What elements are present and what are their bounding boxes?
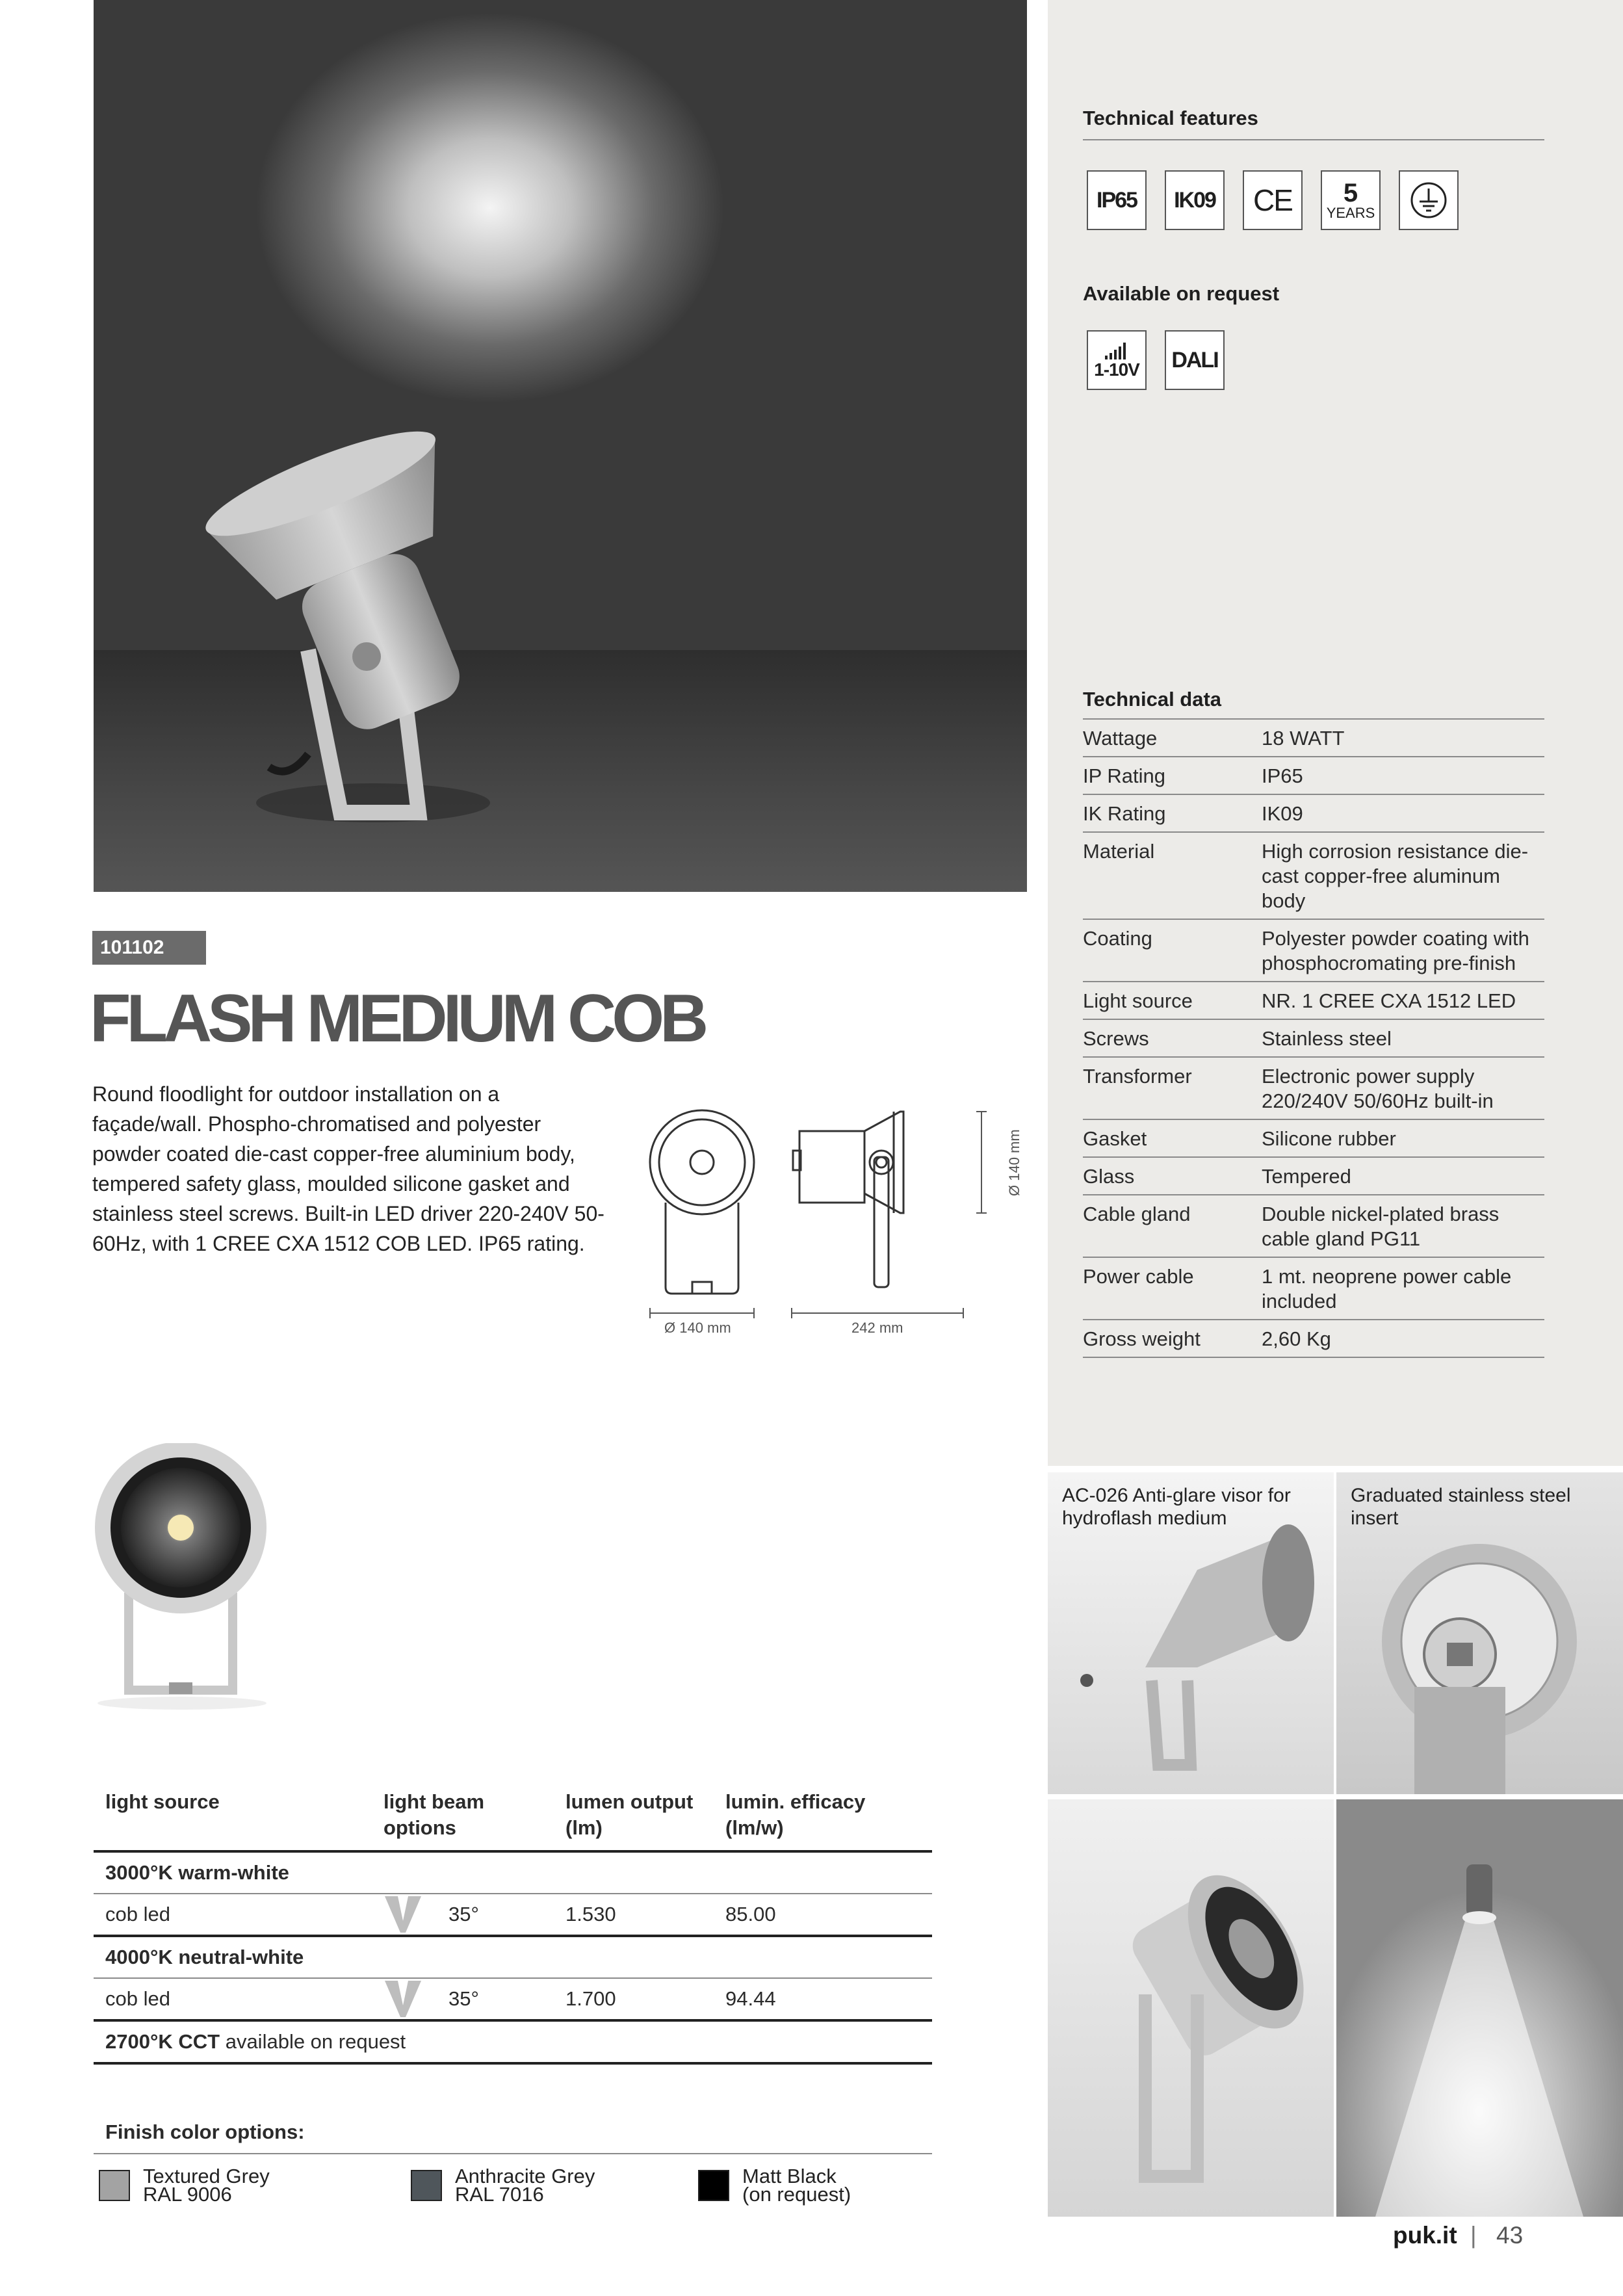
page-number: 43 [1496, 2222, 1524, 2249]
tech-data-value: 1 mt. neoprene power cable included [1262, 1265, 1512, 1312]
tech-data-key: Power cable [1083, 1265, 1194, 1288]
table-row: cob led 35° 1.530 85.00 [94, 1893, 932, 1935]
product-description: Round floodlight for outdoor installation on a façade/wall. Phospho-chromatised and polyester powder coated die-cast copper-free aluminium body, tempered safety glass, moulded silicone gasket and stainless steel screws. Built-in LED driver 220-240V 50-60Hz, with 1 CREE CXA 1512 COB LED. IP65 rating. [92, 1082, 604, 1255]
tech-data-row [1083, 1319, 1544, 1358]
tech-data-value: IP65 [1262, 764, 1303, 787]
tech-data-value: High corrosion resistance die-cast copper-free aluminum body [1262, 840, 1529, 912]
dimming-1-10v-badge: 1-10V [1087, 330, 1147, 390]
tech-data-row [1083, 831, 1544, 919]
dim-diameter-label: Ø 140 mm [664, 1320, 731, 1336]
tech-data-row [1083, 1019, 1544, 1056]
finish-options: Finish color options: Textured Grey RAL 9006 Anthracite Grey RAL 7016 Matt Black (on request) [94, 2120, 932, 2205]
product-angle-photo [1048, 1799, 1334, 2217]
ik09-badge: IK09 [1165, 170, 1225, 230]
tech-data-key: Screws [1083, 1027, 1149, 1050]
tech-data-row [1083, 794, 1544, 831]
tech-data-row [1083, 981, 1544, 1019]
ce-mark-badge: CE [1243, 170, 1303, 230]
light-source-table [94, 1789, 932, 2065]
footer-separator: | [1470, 2222, 1477, 2249]
tech-data-value: Polyester powder coating with phosphocromating pre-finish [1262, 927, 1529, 974]
available-title: Available on request [1083, 282, 1280, 305]
technical-drawing [643, 1099, 1046, 1346]
tech-data-row [1083, 718, 1544, 756]
cct-note-row: 2700°K CCT available on request [94, 2019, 932, 2065]
tech-data-key: IK Rating [1083, 802, 1166, 825]
installation-photo [1336, 1799, 1623, 2217]
tech-data-key: Transformer [1083, 1065, 1192, 1088]
tech-data-value: 2,60 Kg [1262, 1327, 1331, 1350]
tech-data-title: Technical data [1083, 688, 1222, 711]
signal-bars-icon [1104, 341, 1130, 361]
front-view-photo [84, 1443, 286, 1716]
tech-data-row [1083, 1156, 1544, 1194]
col-header-lumen: lumen output (lm) [565, 1790, 694, 1839]
tech-data-value: Silicone rubber [1262, 1127, 1396, 1150]
divider [1083, 139, 1544, 140]
beam-angle-icon [383, 1979, 422, 2018]
product-name: FLASH MEDIUM COB [90, 981, 705, 1056]
tech-data-key: Gross weight [1083, 1327, 1201, 1350]
tech-data-value: Electronic power supply 220/240V 50/60Hz built-in [1262, 1065, 1494, 1112]
tech-data-value: NR. 1 CREE CXA 1512 LED [1262, 989, 1516, 1012]
tech-data-key: IP Rating [1083, 764, 1165, 787]
ip65-badge: IP65 [1087, 170, 1147, 230]
finish-title: Finish color options: [105, 2120, 305, 2143]
swatch-anthracite-grey [411, 2170, 442, 2201]
earth-ground-icon [1399, 170, 1459, 230]
col-header-efficacy: lumin. efficacy (lm/w) [725, 1790, 866, 1839]
hero-product-photo [94, 0, 1027, 892]
swatch-textured-grey [99, 2170, 130, 2201]
tech-data-row [1083, 1056, 1544, 1119]
tech-data-key: Wattage [1083, 727, 1158, 750]
tech-data-key: Light source [1083, 989, 1193, 1012]
tech-data-value: Stainless steel [1262, 1027, 1392, 1050]
accessory-visor-photo [1048, 1472, 1334, 1794]
table-header-row [94, 1789, 932, 1850]
tech-data-row [1083, 756, 1544, 794]
floodlight-photo-shape [94, 0, 1027, 892]
tech-data-key: Coating [1083, 927, 1152, 950]
tech-data-key: Cable gland [1083, 1203, 1191, 1225]
dali-badge: DALI [1165, 330, 1225, 390]
tech-data-key: Material [1083, 840, 1155, 863]
tech-data-value: Double nickel-plated brass cable gland PG11 [1262, 1203, 1500, 1250]
accessory-caption-visor: AC-026 Anti-glare visor for hydroflash medium [1062, 1485, 1291, 1529]
table-row: cob led 35° 1.700 94.44 [94, 1977, 932, 2019]
tech-data-row [1083, 919, 1544, 981]
col-header-source: light source [105, 1790, 220, 1813]
dim-length-label: 242 mm [851, 1320, 903, 1336]
group-label-row: 3000°K warm-white [94, 1850, 932, 1893]
col-header-beam: light beam options [383, 1790, 485, 1839]
tech-data-value: 18 WATT [1262, 727, 1345, 750]
product-code: 101102 [92, 931, 206, 965]
tech-features-title: Technical features [1083, 107, 1258, 129]
tech-data-value: Tempered [1262, 1165, 1351, 1188]
tech-data-key: Gasket [1083, 1127, 1147, 1150]
beam-angle-icon [383, 1895, 422, 1934]
footer-brand-link[interactable]: puk.it [1393, 2222, 1457, 2249]
group-label-row: 4000°K neutral-white [94, 1935, 932, 1977]
tech-data-value: IK09 [1262, 802, 1303, 825]
tech-data-row [1083, 1257, 1544, 1319]
accessory-caption-insert: Graduated stainless steel insert [1351, 1485, 1571, 1529]
dim-height-label: Ø 140 mm [1006, 1129, 1022, 1196]
swatch-matt-black [698, 2170, 729, 2201]
tech-data-row [1083, 1119, 1544, 1156]
divider [94, 2153, 932, 2154]
tech-data-key: Glass [1083, 1165, 1135, 1188]
accessory-insert-photo [1336, 1472, 1623, 1794]
warranty-badge: 5 YEARS [1321, 170, 1381, 230]
tech-data-table [1083, 718, 1544, 1358]
tech-data-row [1083, 1194, 1544, 1257]
